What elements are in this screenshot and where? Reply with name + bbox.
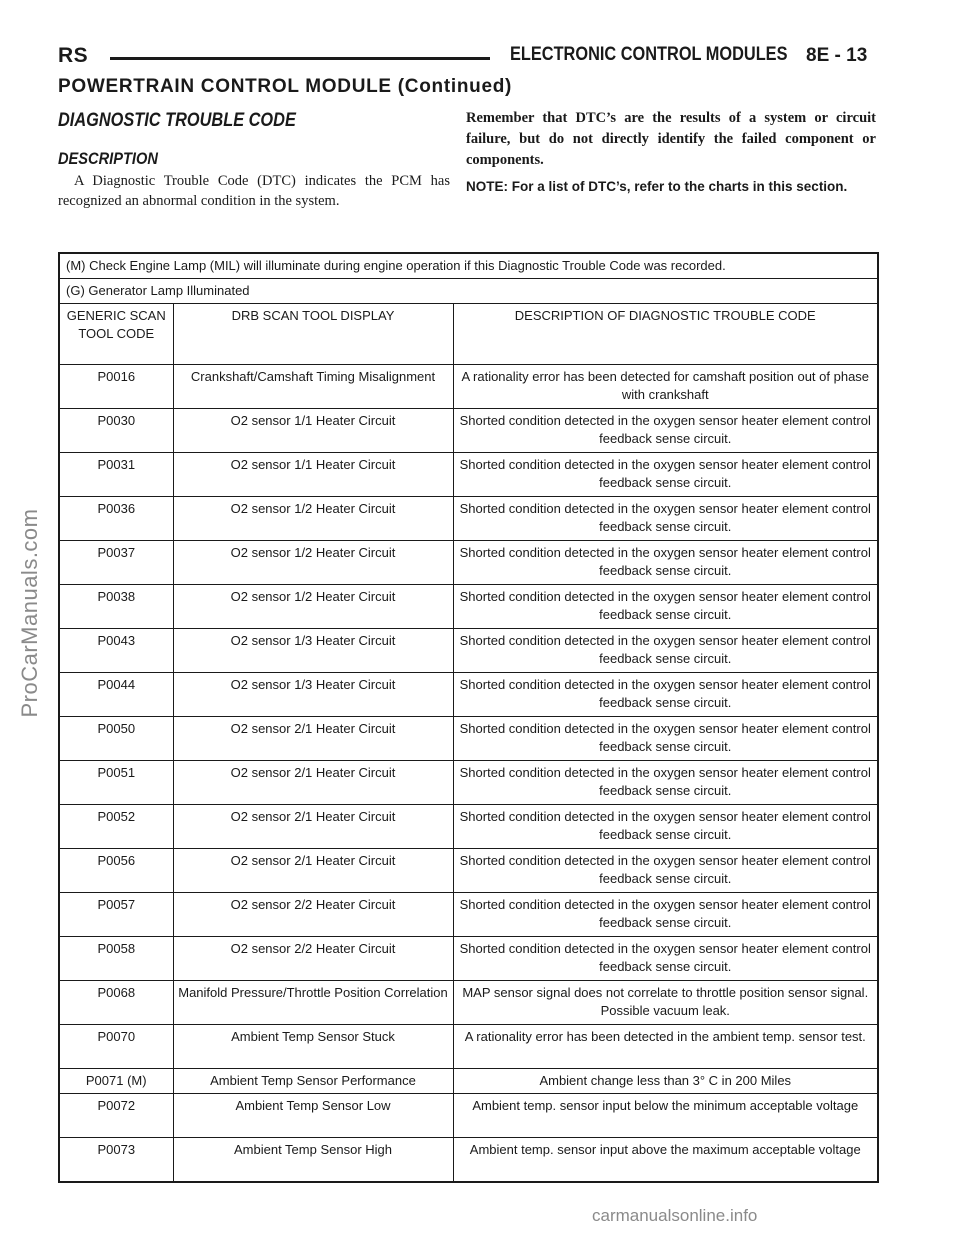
dtc-code-cell: P0036 — [59, 497, 173, 541]
dtc-description-cell: Shorted condition detected in the oxygen sensor heater element control feedback sense circuit. — [453, 629, 878, 673]
dtc-display-cell: O2 sensor 1/3 Heater Circuit — [173, 629, 453, 673]
dtc-description-cell: Shorted condition detected in the oxygen sensor heater element control feedback sense circuit. — [453, 893, 878, 937]
subsection-title: DESCRIPTION — [58, 149, 158, 168]
table-row — [59, 849, 878, 893]
table-row — [59, 1138, 878, 1183]
legend-mil: (M) Check Engine Lamp (MIL) will illuminate during engine operation if this Diagnostic Trouble Code was recorded. — [59, 253, 878, 279]
table-row — [59, 1094, 878, 1138]
dtc-code-cell: P0043 — [59, 629, 173, 673]
dtc-description-cell: Shorted condition detected in the oxygen sensor heater element control feedback sense circuit. — [453, 497, 878, 541]
dtc-display-cell: O2 sensor 1/2 Heater Circuit — [173, 541, 453, 585]
dtc-code-cell: P0038 — [59, 585, 173, 629]
dtc-display-cell: O2 sensor 1/1 Heater Circuit — [173, 409, 453, 453]
dtc-code-cell: P0056 — [59, 849, 173, 893]
table-row — [59, 497, 878, 541]
side-watermark: ProCarManuals.com — [17, 508, 42, 718]
dtc-code-cell: P0051 — [59, 761, 173, 805]
dtc-description-cell: A rationality error has been detected in the ambient temp. sensor test. — [453, 1025, 878, 1069]
dtc-code-cell: P0052 — [59, 805, 173, 849]
dtc-description-cell: Ambient temp. sensor input below the minimum acceptable voltage — [453, 1094, 878, 1138]
table-row — [59, 717, 878, 761]
table-row — [59, 805, 878, 849]
dtc-display-cell: O2 sensor 1/3 Heater Circuit — [173, 673, 453, 717]
dtc-display-cell: O2 sensor 1/2 Heater Circuit — [173, 497, 453, 541]
remember-paragraph: Remember that DTC’s are the results of a system or circuit failure, but do not directly identify the failed component or components. — [466, 110, 876, 168]
table-header-row — [59, 304, 878, 365]
description-paragraph: A Diagnostic Trouble Code (DTC) indicates the PCM has recognized an abnormal condition in the system. — [58, 173, 450, 209]
dtc-description-cell: Ambient change less than 3° C in 200 Miles — [453, 1069, 878, 1094]
table-row — [59, 673, 878, 717]
dtc-display-cell: O2 sensor 2/1 Heater Circuit — [173, 761, 453, 805]
table-row — [59, 541, 878, 585]
dtc-code-cell: P0030 — [59, 409, 173, 453]
dtc-code-cell: P0037 — [59, 541, 173, 585]
header-section-code: RS — [58, 44, 89, 67]
table-row — [59, 453, 878, 497]
table-row — [59, 585, 878, 629]
dtc-display-cell: Ambient Temp Sensor Performance — [173, 1069, 453, 1094]
dtc-description-cell: Shorted condition detected in the oxygen sensor heater element control feedback sense circuit. — [453, 805, 878, 849]
dtc-code-cell: P0057 — [59, 893, 173, 937]
dtc-display-cell: O2 sensor 1/1 Heater Circuit — [173, 453, 453, 497]
table-row — [59, 893, 878, 937]
dtc-code-cell: P0068 — [59, 981, 173, 1025]
dtc-code-cell: P0070 — [59, 1025, 173, 1069]
table-legend-row — [59, 253, 878, 279]
dtc-display-cell: Ambient Temp Sensor High — [173, 1138, 453, 1183]
dtc-code-cell: P0031 — [59, 453, 173, 497]
dtc-display-cell: O2 sensor 2/2 Heater Circuit — [173, 893, 453, 937]
column-header-code: GENERIC SCAN TOOL CODE — [59, 304, 173, 365]
dtc-table — [58, 252, 879, 1183]
dtc-code-cell: P0071 (M) — [59, 1069, 173, 1094]
dtc-display-cell: Ambient Temp Sensor Stuck — [173, 1025, 453, 1069]
bottom-watermark: carmanualsonline.info — [592, 1206, 758, 1225]
dtc-code-cell: P0073 — [59, 1138, 173, 1183]
legend-generator: (G) Generator Lamp Illuminated — [59, 279, 878, 304]
header-chapter-title: ELECTRONIC CONTROL MODULES — [510, 44, 788, 65]
dtc-display-cell: Ambient Temp Sensor Low — [173, 1094, 453, 1138]
note-paragraph: NOTE: For a list of DTC’s, refer to the charts in this section. — [466, 179, 848, 194]
dtc-code-cell: P0058 — [59, 937, 173, 981]
table-legend-row — [59, 279, 878, 304]
dtc-display-cell: Manifold Pressure/Throttle Position Correlation — [173, 981, 453, 1025]
section-title: DIAGNOSTIC TROUBLE CODE — [58, 110, 296, 131]
table-row — [59, 761, 878, 805]
table-row — [59, 1069, 878, 1094]
column-header-display: DRB SCAN TOOL DISPLAY — [173, 304, 453, 365]
table-row — [59, 365, 878, 409]
dtc-description-cell: Shorted condition detected in the oxygen sensor heater element control feedback sense circuit. — [453, 849, 878, 893]
page-number: 8E - 13 — [806, 45, 868, 66]
dtc-description-cell: Shorted condition detected in the oxygen sensor heater element control feedback sense circuit. — [453, 409, 878, 453]
dtc-description-cell: A rationality error has been detected for camshaft position out of phase with crankshaft — [453, 365, 878, 409]
column-header-description: DESCRIPTION OF DIAGNOSTIC TROUBLE CODE — [453, 304, 878, 365]
dtc-display-cell: Crankshaft/Camshaft Timing Misalignment — [173, 365, 453, 409]
dtc-description-cell: MAP sensor signal does not correlate to throttle position sensor signal. Possible vacuum leak. — [453, 981, 878, 1025]
dtc-description-cell: Shorted condition detected in the oxygen sensor heater element control feedback sense circuit. — [453, 937, 878, 981]
table-row — [59, 937, 878, 981]
header-rule — [110, 57, 490, 60]
dtc-description-cell: Shorted condition detected in the oxygen sensor heater element control feedback sense circuit. — [453, 453, 878, 497]
dtc-display-cell: O2 sensor 1/2 Heater Circuit — [173, 585, 453, 629]
dtc-display-cell: O2 sensor 2/1 Heater Circuit — [173, 805, 453, 849]
table-row — [59, 409, 878, 453]
dtc-display-cell: O2 sensor 2/1 Heater Circuit — [173, 717, 453, 761]
dtc-description-cell: Shorted condition detected in the oxygen sensor heater element control feedback sense circuit. — [453, 585, 878, 629]
dtc-description-cell: Shorted condition detected in the oxygen sensor heater element control feedback sense circuit. — [453, 673, 878, 717]
dtc-code-cell: P0072 — [59, 1094, 173, 1138]
dtc-code-cell: P0050 — [59, 717, 173, 761]
dtc-description-cell: Shorted condition detected in the oxygen sensor heater element control feedback sense circuit. — [453, 761, 878, 805]
dtc-display-cell: O2 sensor 2/2 Heater Circuit — [173, 937, 453, 981]
dtc-display-cell: O2 sensor 2/1 Heater Circuit — [173, 849, 453, 893]
table-row — [59, 981, 878, 1025]
table-row — [59, 1025, 878, 1069]
dtc-description-cell: Ambient temp. sensor input above the maximum acceptable voltage — [453, 1138, 878, 1183]
dtc-code-cell: P0044 — [59, 673, 173, 717]
dtc-description-cell: Shorted condition detected in the oxygen sensor heater element control feedback sense circuit. — [453, 541, 878, 585]
table-row — [59, 629, 878, 673]
dtc-description-cell: Shorted condition detected in the oxygen sensor heater element control feedback sense circuit. — [453, 717, 878, 761]
dtc-code-cell: P0016 — [59, 365, 173, 409]
running-head: POWERTRAIN CONTROL MODULE (Continued) — [58, 76, 513, 97]
